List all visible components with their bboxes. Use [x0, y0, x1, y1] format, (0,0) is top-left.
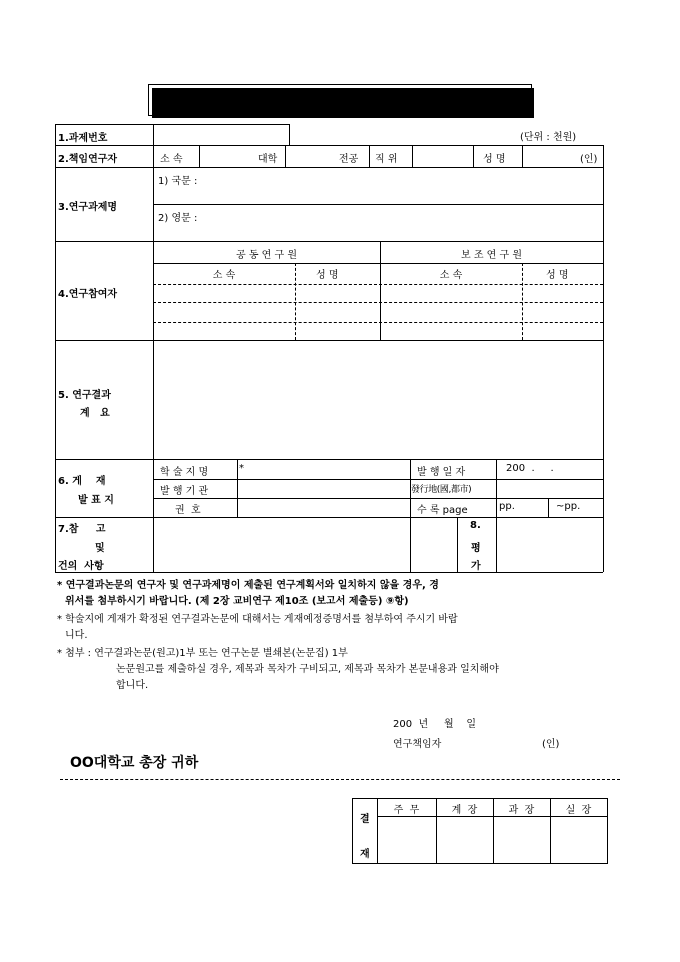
unit-label: (단위 : 천원) — [520, 132, 577, 143]
sign-date: 200 년 월 일 — [393, 719, 477, 730]
note-3a: * 첨부 : 연구결과논문(원고)1부 또는 연구논문 별쇄본(논문집) 1부 — [57, 648, 348, 659]
approval-col-4: 실 장 — [565, 805, 592, 816]
note-3b: 논문원고를 제출하실 경우, 제목과 목차가 구비되고, 제목과 목차가 본문내용과 일치해야 — [116, 664, 499, 675]
approval-col-3: 과 장 — [508, 805, 535, 816]
summary-label-2: 계 요 — [80, 408, 110, 419]
pages-from: pp. — [499, 501, 515, 512]
remarks-label-1: 7.참 고 — [58, 524, 106, 535]
project-name-label: 3.연구과제명 — [58, 202, 118, 213]
publisher-label: 발 행 기 관 — [160, 486, 209, 497]
publication-label-2: 발 표 지 — [78, 495, 114, 506]
title-year: 200 — [165, 89, 208, 111]
recipient: OO대학교 총장 귀하 — [70, 755, 199, 771]
approval-label-1: 결 — [360, 814, 370, 825]
pi-position-label: 직 위 — [375, 154, 398, 165]
participants-label: 4.연구참여자 — [58, 289, 118, 300]
remarks-label-3: 건의 사항 — [58, 561, 104, 572]
assist-name-header: 성 명 — [546, 270, 569, 281]
pi-name-label: 성 명 — [483, 154, 506, 165]
approval-col-2: 계 장 — [451, 805, 478, 816]
page-title — [148, 84, 532, 116]
evaluation-label-1: 8. — [470, 520, 481, 531]
pub-place-label: 發行地(國,都市) — [411, 485, 472, 495]
publication-label-1: 6. 게 재 — [58, 476, 106, 487]
assistant-researcher-header: 보 조 연 구 원 — [460, 250, 522, 261]
project-no-label: 1.과제번호 — [58, 133, 108, 144]
journal-mark: * — [239, 463, 244, 474]
journal-label: 학 술 지 명 — [160, 467, 209, 478]
note-1a: * 연구결과논문의 연구자 및 연구과제명이 제출된 연구계획서와 일치하지 않을 경우, 경 — [57, 580, 439, 591]
joint-researcher-header: 공 동 연 구 원 — [235, 250, 297, 261]
pages-label: 수 록 page — [417, 505, 468, 516]
project-name-korean: 1) 국문 : — [158, 176, 198, 187]
approval-col-1: 주 무 — [393, 805, 420, 816]
evaluation-label-3: 가 — [471, 561, 481, 572]
note-2b: 니다. — [65, 630, 88, 641]
pages-to: ~pp. — [556, 501, 581, 512]
volume-label: 권 호 — [175, 505, 201, 516]
assist-affil-header: 소 속 — [439, 270, 463, 281]
approval-label-2: 재 — [360, 849, 370, 860]
project-name-english: 2) 영문 : — [158, 213, 198, 224]
sign-seal: (인) — [542, 739, 560, 750]
joint-name-header: 성 명 — [316, 270, 339, 281]
pub-date-label: 발 행 일 자 — [417, 467, 466, 478]
note-3c: 합니다. — [116, 680, 149, 691]
joint-affil-header: 소 속 — [212, 270, 236, 281]
pi-label: 2.책임연구자 — [58, 154, 118, 165]
evaluation-label-2: 평 — [471, 543, 481, 554]
pi-major-label: 전공 — [339, 154, 359, 165]
pi-affil-label: 소 속 — [160, 154, 183, 165]
separator-line — [60, 779, 620, 780]
note-2a: * 학술지에 게재가 확정된 연구결과논문에 대해서는 게재예정증명서를 첨부하여 주시기 바랍 — [57, 614, 458, 625]
pi-college-label: 대학 — [258, 154, 278, 165]
summary-label-1: 5. 연구결과 — [58, 390, 111, 401]
title-text: 학년도 일반연구비 결과보고서 — [225, 90, 515, 113]
pub-date-value: 200 . . — [506, 463, 554, 474]
sign-pi-label: 연구책임자 — [393, 739, 442, 750]
remarks-label-2: 및 — [95, 543, 105, 554]
note-1b: 위서를 첨부하시기 바랍니다. (제 2장 교비연구 제10조 (보고서 제출등) ⑨항) — [65, 596, 409, 607]
pi-seal: (인) — [580, 154, 598, 165]
